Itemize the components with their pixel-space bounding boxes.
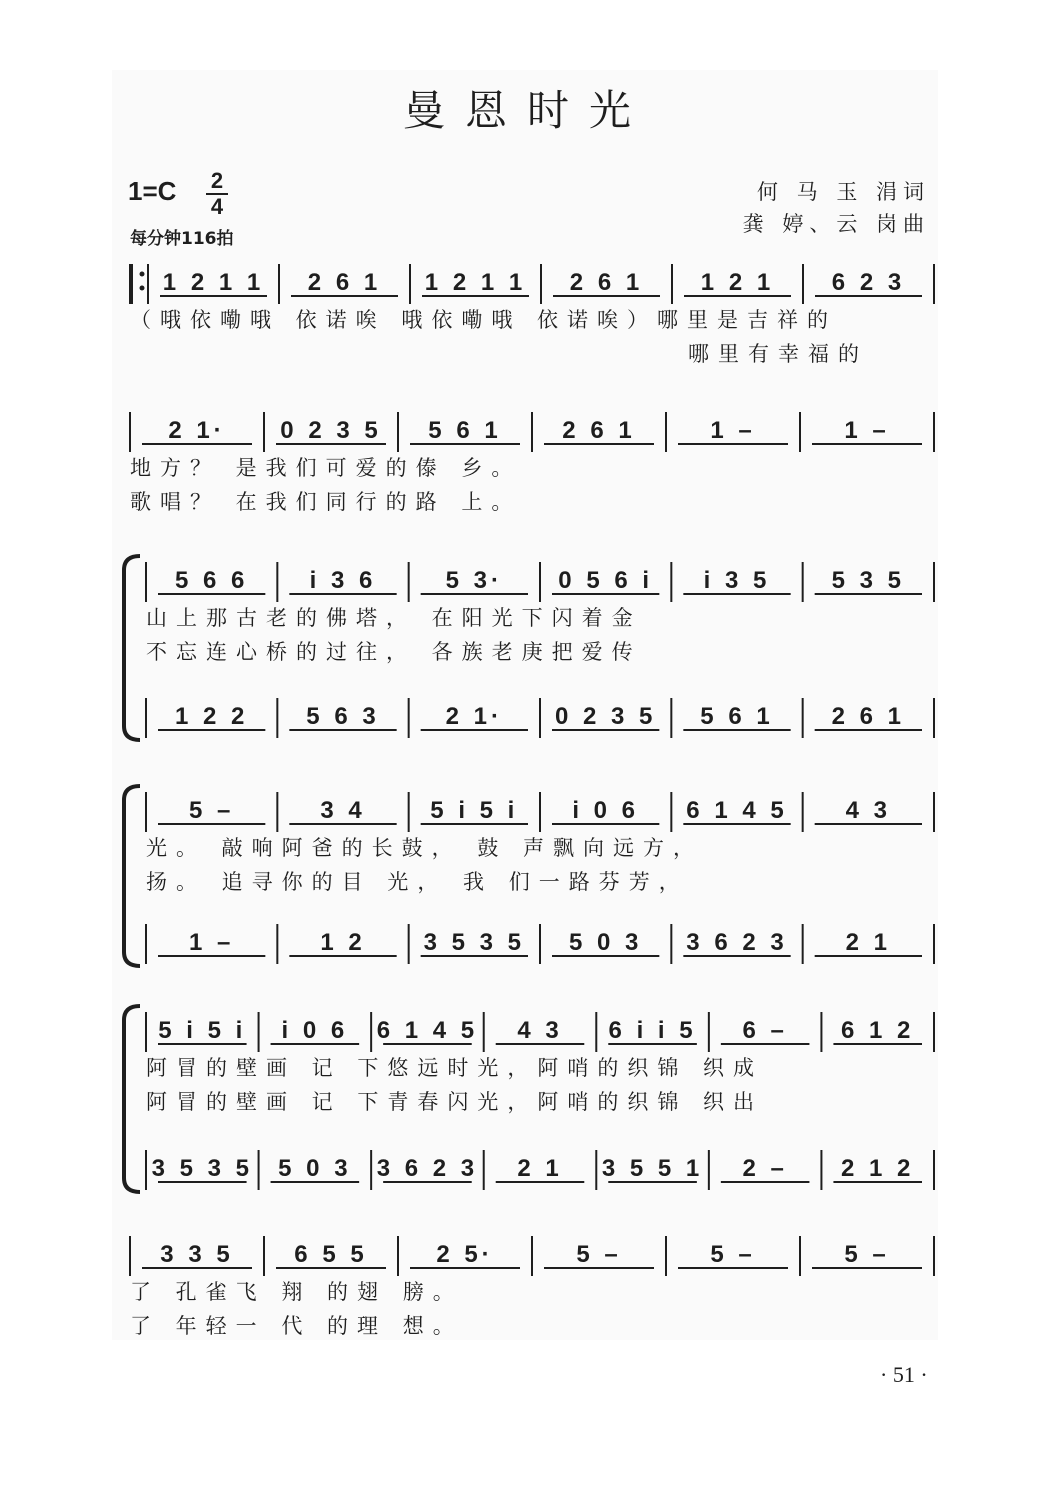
melody-measure: 2 6 1 [562, 417, 636, 444]
harmony-measure: 2 6 1 [831, 703, 906, 730]
melody-measure: 5 6 6 [174, 567, 249, 594]
melody-measure: 5 3 5 [831, 567, 906, 594]
lyric-line: 山上那古老的佛塔， 在阳光下闪着金 [146, 606, 642, 630]
lyricist-credit: 何 马 玉 涓词 [756, 180, 930, 204]
harmony-measure: 2 1 2 [841, 1155, 915, 1182]
harmony-measure: 3 5 5 1 [601, 1155, 704, 1182]
lyric-line: 不忘连心桥的过往， 各族老庚把爱传 [146, 640, 642, 664]
harmony-measure: 3 6 2 3 [376, 1155, 479, 1182]
system-bracket [124, 1006, 140, 1192]
lyric-line: （哦依嘞哦 依诺唉 哦依嘞哦 依诺唉）哪里是吉祥的 [130, 308, 838, 332]
melody-measure: 2 6 1 [307, 269, 382, 296]
page-title: 曼恩时光 [402, 86, 651, 135]
lyric-line: 阿冒的壁画 记 下悠远时光，阿哨的织锦 织成 [146, 1056, 764, 1080]
harmony-measure: 5 6 3 [306, 703, 380, 730]
harmony-measure: 3 5 3 5 [151, 1155, 253, 1182]
page-number: · 51 · [880, 1362, 928, 1387]
melody-measure: 5 3· [445, 567, 504, 594]
harmony-measure: 3 6 2 3 [686, 929, 788, 956]
lyric-line: 扬。 追寻你的目 光， 我 们一路芬芳， [146, 870, 689, 894]
melody-measure: 0 5 6 i [558, 567, 654, 594]
harmony-measure: 5 0 3 [278, 1155, 352, 1182]
melody-measure: 1 2 1 1 [162, 269, 265, 296]
melody-measure: 5 i 5 i [430, 797, 519, 824]
lyric-line: 了 年轻一 代 的理 想。 [130, 1314, 463, 1338]
harmony-measure: 5 6 1 [700, 703, 774, 730]
melody-measure: 3 4 [320, 797, 366, 824]
melody-measure: 2 6 1 [569, 269, 644, 296]
melody-measure: 5 – [844, 1241, 890, 1268]
key-signature: 1=C [128, 176, 177, 206]
melody-measure: 3 3 5 [160, 1241, 234, 1268]
melody-measure: 6 2 3 [831, 269, 906, 296]
time-signature-bottom: 4 [210, 194, 224, 219]
time-signature-top: 2 [210, 168, 224, 193]
harmony-measure: 2 1 [517, 1155, 563, 1182]
melody-measure: 4 3 [517, 1017, 563, 1044]
harmony-measure: 3 5 3 5 [423, 929, 526, 956]
melody-measure: 6 – [742, 1017, 788, 1044]
lyric-line: 光。 敲响阿爸的长鼓， 鼓 声飘向远方， [146, 836, 704, 860]
melody-measure: i 0 6 [572, 797, 640, 824]
lyric-line: 歌唱？ 在我们同行的路 上。 [130, 490, 522, 514]
melody-measure: 1 2 1 [700, 269, 775, 296]
melody-measure: 2 5· [436, 1241, 494, 1268]
melody-measure: 6 i i 5 [608, 1017, 697, 1044]
melody-measure: 5 – [576, 1241, 622, 1268]
lyric-line: 地方？ 是我们可爱的傣 乡。 [130, 456, 522, 480]
composer-credit: 龚 婷、云 岗曲 [742, 212, 930, 236]
melody-measure: 2 1· [168, 417, 226, 444]
harmony-measure: 1 2 2 [174, 703, 249, 730]
melody-measure: 6 1 2 [841, 1017, 915, 1044]
melody-measure: 0 2 3 5 [280, 417, 382, 444]
melody-measure: 5 i 5 i [158, 1017, 247, 1044]
melody-measure: 5 6 1 [428, 417, 502, 444]
harmony-measure: 5 0 3 [568, 929, 643, 956]
system-bracket [124, 556, 140, 740]
melody-measure: 5 – [710, 1241, 756, 1268]
lyric-line: 哪里有幸福的 [688, 342, 868, 366]
repeat-dot [140, 286, 145, 291]
lyric-line: 了 孔雀飞 翔 的翅 膀。 [130, 1280, 463, 1304]
melody-measure: 1 – [710, 417, 756, 444]
repeat-start-thick [129, 264, 133, 304]
melody-measure: 6 1 4 5 [376, 1017, 479, 1044]
melody-measure: i 0 6 [281, 1017, 349, 1044]
harmony-measure: 1 2 [320, 929, 366, 956]
melody-measure: 5 – [188, 797, 235, 824]
system-bracket [124, 786, 140, 966]
melody-measure: 6 5 5 [294, 1241, 368, 1268]
harmony-measure: 1 – [188, 929, 235, 956]
melody-measure: 6 1 4 5 [686, 797, 788, 824]
harmony-measure: 2 1 [845, 929, 892, 956]
melody-measure: i 3 6 [309, 567, 377, 594]
melody-measure: 1 2 1 1 [424, 269, 527, 296]
melody-measure: 4 3 [845, 797, 892, 824]
lyric-line: 阿冒的壁画 记 下青春闪光，阿哨的织锦 织出 [146, 1090, 764, 1114]
melody-measure: i 3 5 [703, 567, 771, 594]
harmony-measure: 2 – [742, 1155, 788, 1182]
harmony-measure: 0 2 3 5 [554, 703, 657, 730]
harmony-measure: 2 1· [445, 703, 504, 730]
tempo-marking: 每分钟116拍 [130, 229, 234, 249]
melody-measure: 1 – [844, 417, 890, 444]
repeat-dot [140, 272, 145, 277]
